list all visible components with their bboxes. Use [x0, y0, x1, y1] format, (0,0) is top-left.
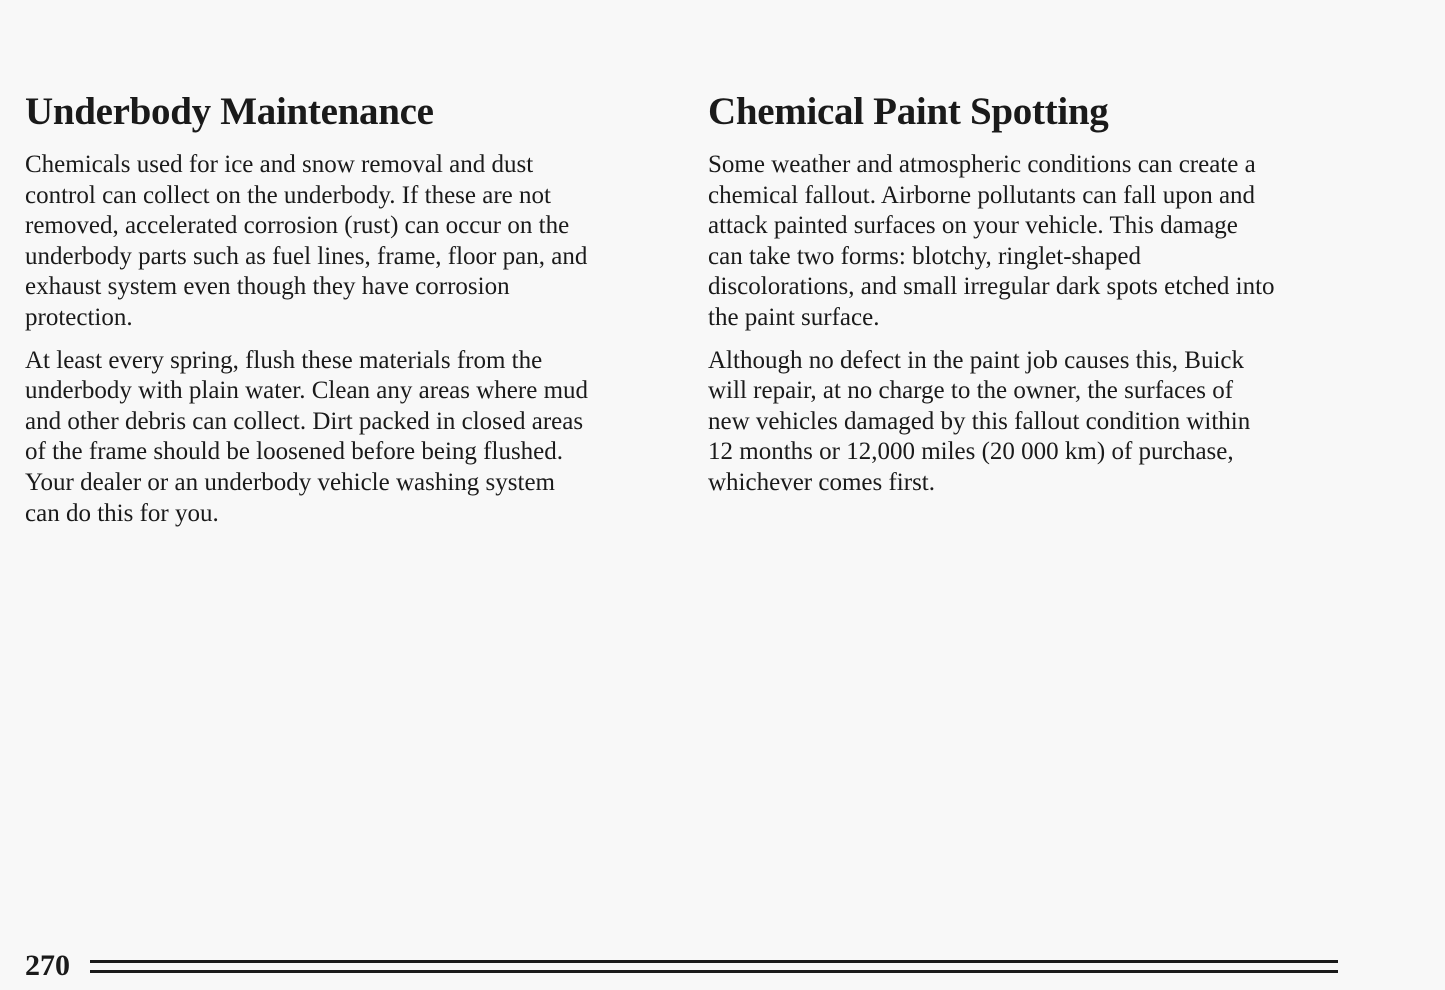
body-paragraph: Chemicals used for ice and snow removal and dust control can collect on the underbody. If these are not removed, accelerated corrosion (rust) can occur on the underbody parts such as fuel lines, frame, floor pan, and exhaust system even though they have corrosion protection.	[25, 151, 588, 331]
body-paragraph: Although no defect in the paint job causes this, Buick will repair, at no charge to the owner, the surfaces of new vehicles damaged by this fallout condition within 12 months or 12,000 miles (20 000 km) of purchase, whichever comes first.	[708, 346, 1251, 496]
page-footer	[25, 948, 1338, 984]
section-heading: Chemical Paint Spotting	[708, 90, 1109, 133]
body-paragraph: Some weather and atmospheric conditions can create a chemical fallout. Airborne pollutants can fall upon and attack painted surfaces on your vehicle. This damage can take two forms: blotchy, ringlet-shaped discolorations, and small irregular dark spots etched into the paint surface.	[708, 151, 1275, 331]
page-number: 270	[25, 949, 70, 982]
footer-rule-top	[90, 960, 1338, 963]
footer-rule-bottom	[90, 970, 1338, 973]
underbody-maintenance-section	[25, 88, 665, 541]
section-heading: Underbody Maintenance	[25, 90, 434, 133]
chemical-paint-spotting-section	[708, 88, 1348, 511]
body-paragraph: At least every spring, flush these materials from the underbody with plain water. Clean any areas where mud and other debris can collect. Dirt packed in closed areas of the frame should be loosened before being flushed. Your dealer or an underbody vehicle washing system can do this for you.	[25, 346, 589, 527]
